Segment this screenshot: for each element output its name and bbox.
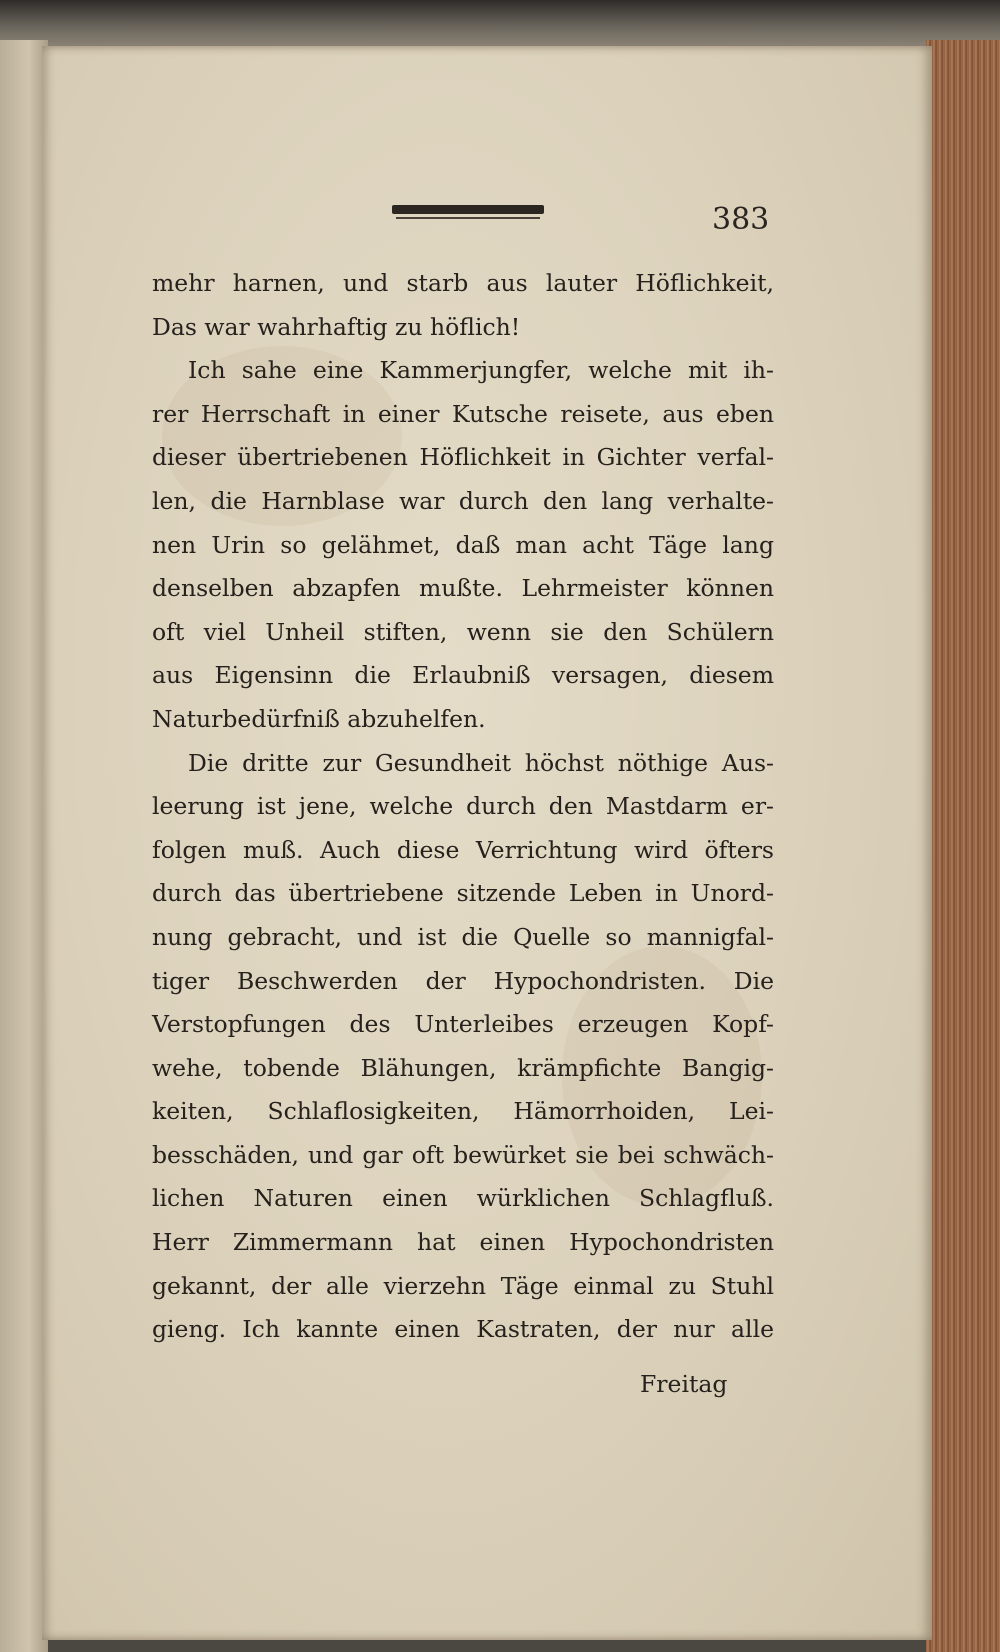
page-edges bbox=[926, 40, 1000, 1652]
facing-page-edge bbox=[0, 40, 48, 1652]
text-line: durch das übertriebene sitzende Leben in Unord- bbox=[152, 879, 774, 908]
text-line: nung gebracht, und ist die Quelle so mannigfal- bbox=[152, 922, 774, 951]
text-line: denselben abzapfen mußte. Lehrmeister können bbox=[152, 574, 774, 603]
text-line: keiten, Schlaflosigkeiten, Hämorrhoiden, Lei- bbox=[152, 1097, 774, 1126]
text-line: nen Urin so gelähmet, daß man acht Täge lang bbox=[152, 530, 774, 559]
text-line: len, die Harnblase war durch den lang verhalte- bbox=[152, 486, 774, 515]
text-line: rer Herrschaft in einer Kutsche reisete, aus eben bbox=[152, 399, 774, 428]
text-line: dieser übertriebenen Höflichkeit in Gichter verfal- bbox=[152, 443, 774, 472]
text-line: Das war wahrhaftig zu höflich! bbox=[152, 312, 521, 341]
text-line: Naturbedürfniß abzuhelfen. bbox=[152, 704, 486, 733]
text-line: aus Eigensinn die Erlaubniß versagen, diesem bbox=[152, 661, 774, 690]
binding-top bbox=[0, 0, 1000, 48]
text-line: folgen muß. Auch diese Verrichtung wird öfters bbox=[152, 835, 774, 864]
text-line: tiger Beschwerden der Hypochondristen. Die bbox=[152, 966, 774, 995]
catchword: Freitag bbox=[640, 1370, 728, 1398]
text-line: oft viel Unheil stiften, wenn sie den Schülern bbox=[152, 617, 774, 646]
text-line: mehr harnen, und starb aus lauter Höflichkeit, bbox=[152, 269, 774, 297]
body-text bbox=[152, 262, 774, 1352]
text-line: gekannt, der alle vierzehn Täge einmal zu Stuhl bbox=[152, 1271, 774, 1300]
text-line: Herr Zimmermann hat einen Hypochondristen bbox=[152, 1228, 774, 1257]
header-ornament-rule bbox=[392, 205, 544, 214]
text-line: besschäden, und gar oft bewürket sie bei schwäch- bbox=[152, 1140, 774, 1169]
text-line: Verstopfungen des Unterleibes erzeugen Kopf- bbox=[152, 1010, 774, 1039]
text-line: lichen Naturen einen würklichen Schlagfluß. bbox=[152, 1184, 774, 1213]
text-line: Die dritte zur Gesundheit höchst nöthige Aus- bbox=[188, 748, 774, 777]
text-line: Ich sahe eine Kammerjungfer, welche mit ih- bbox=[188, 356, 774, 385]
text-line: leerung ist jene, welche durch den Mastdarm er- bbox=[152, 792, 774, 821]
text-line: gieng. Ich kannte einen Kastraten, der nur alle bbox=[152, 1315, 774, 1344]
text-line: wehe, tobende Blähungen, krämpfichte Bangig- bbox=[152, 1053, 774, 1082]
page-number: 383 bbox=[712, 202, 770, 237]
